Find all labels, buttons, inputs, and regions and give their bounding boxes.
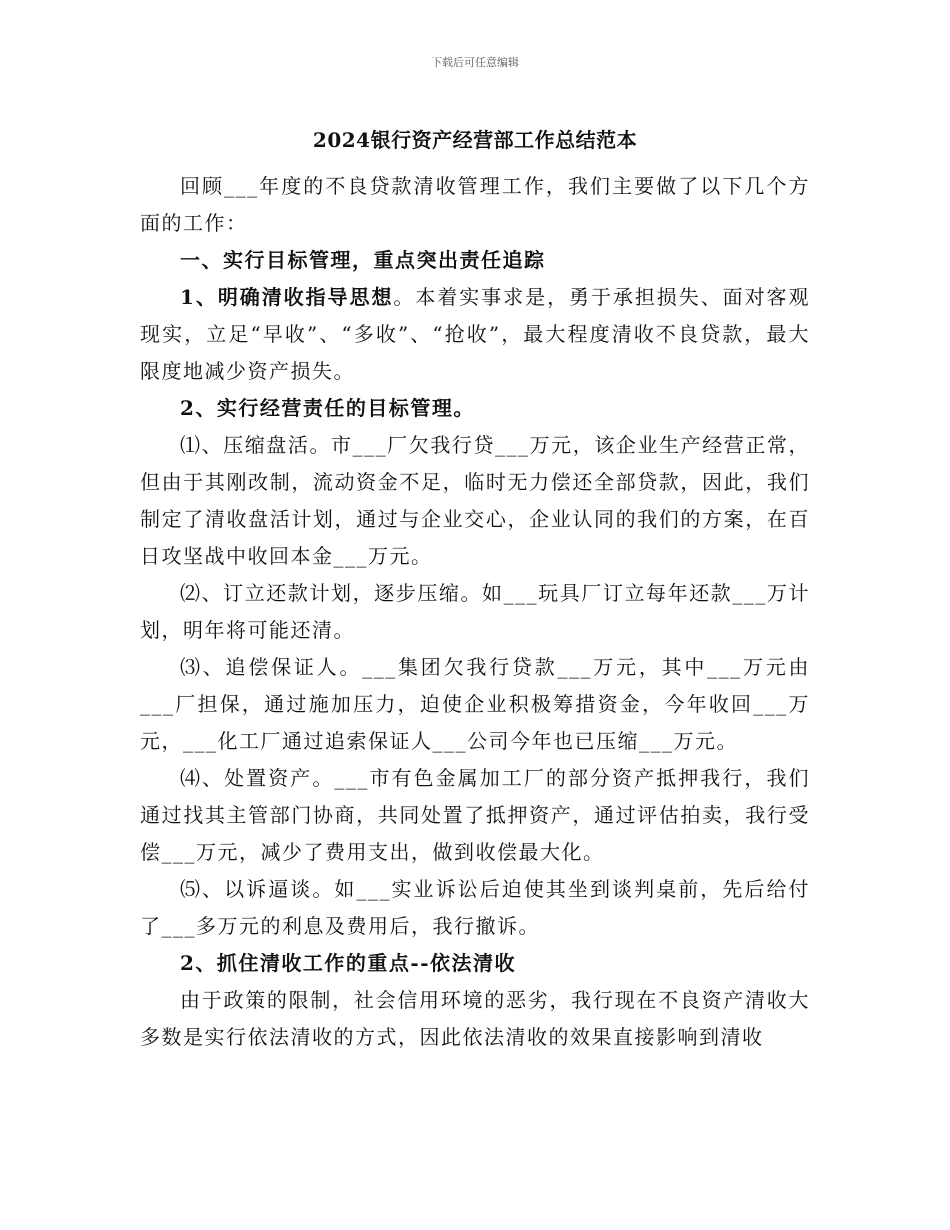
closing-paragraph: 由于政策的限制，社会信用环境的恶劣，我行现在不良资产清收大多数是实行依法清收的方式，因此依法清收的效果直接影响到清收 [140, 988, 810, 1049]
item-1-text: 。本着实事求是，勇于承担损失、面对客观现实，立足“早收”、“多收”、“抢收”，最大程度清收不良贷款，最大限度地减少资产损失。 [140, 285, 811, 383]
sub-item-1: ⑴、压缩盘活。市___厂欠我行贷___万元，该企业生产经营正常，但由于其刚改制，流动资金不足，临时无力偿还全部贷款，因此，我们制定了清收盘活计划，通过与企业交心，企业认同的我们的方案，在百日攻坚战中收回本金___万元。 [140, 433, 810, 568]
document-title: 2024银行资产经营部工作总结范本 [312, 128, 638, 152]
item-1-paragraph [140, 279, 810, 390]
item-2-heading: 2、实行经营责任的目标管理。 [180, 396, 475, 420]
item-1-lead: 1、明确清收指导思想 [180, 285, 394, 309]
document-body [140, 168, 810, 1056]
sub-item-4: ⑷、处置资产。___市有色金属加工厂的部分资产抵押我行，我们通过找其主管部门协商，共同处置了抵押资产，通过评估拍卖，我行受偿___万元，减少了费用支出，做到收偿最大化。 [140, 766, 810, 864]
sub-item-3: ⑶、追偿保证人。___集团欠我行贷款___万元，其中___万元由___厂担保，通过施加压力，迫使企业积极筹措资金，今年收回___万元，___化工厂通过追索保证人___公司今年也已压缩___万元。 [140, 655, 810, 753]
sub-item-2: ⑵、订立还款计划，逐步压缩。如___玩具厂订立每年还款___万计划，明年将可能还清。 [140, 581, 810, 642]
intro-paragraph: 回顾___年度的不良贷款清收管理工作，我们主要做了以下几个方面的工作： [140, 174, 810, 235]
section-1-heading: 一、实行目标管理，重点突出责任追踪 [180, 248, 546, 272]
section-2-heading: 2、抓住清收工作的重点--依法清收 [180, 951, 517, 975]
sub-item-5: ⑸、以诉逼谈。如___实业诉讼后迫使其坐到谈判桌前，先后给付了___多万元的利息及费用后，我行撤诉。 [140, 877, 810, 938]
header-note: 下载后可任意编辑 [431, 56, 519, 69]
